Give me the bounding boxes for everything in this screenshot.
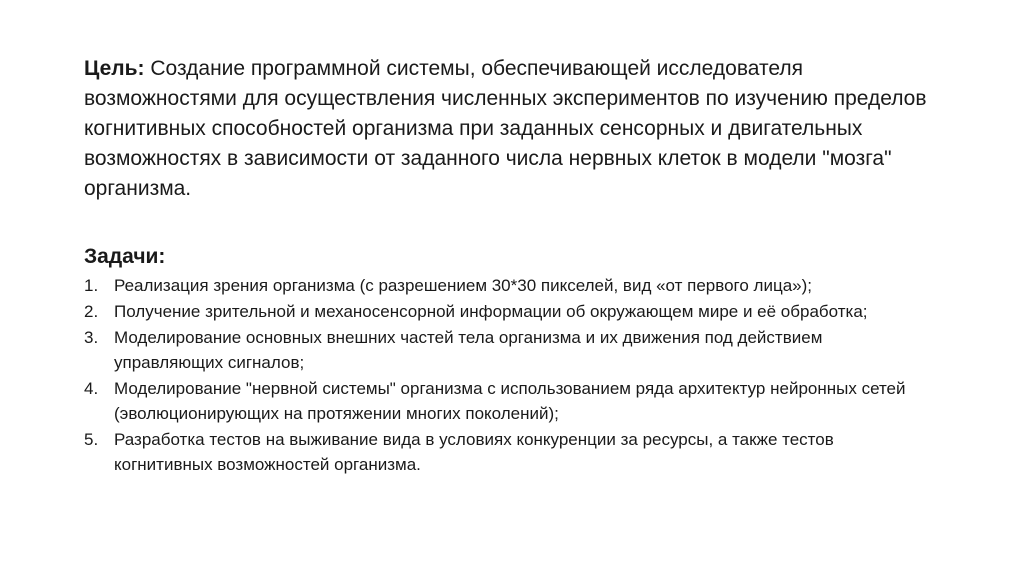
task-text: Моделирование основных внешних частей тела организма и их движения под действием управляющих сигналов;	[114, 328, 823, 372]
task-item	[84, 376, 924, 426]
goal-paragraph	[84, 54, 944, 204]
task-number: 3.	[84, 328, 99, 347]
task-text: Получение зрительной и механосенсорной информации об окружающем мире и её обработка;	[114, 302, 868, 321]
task-number: 4.	[84, 379, 99, 398]
task-number: 1.	[84, 276, 99, 295]
task-number: 5.	[84, 430, 99, 449]
task-text: Реализация зрения организма (с разрешением 30*30 пикселей, вид «от первого лица»);	[114, 276, 812, 295]
task-text: Разработка тестов на выживание вида в условиях конкуренции за ресурсы, а также тестов когнитивных возможностей организма.	[114, 430, 834, 474]
task-item	[84, 427, 924, 477]
goal-label: Цель:	[84, 57, 145, 80]
tasks-heading: Задачи:	[84, 245, 166, 268]
tasks-list	[84, 273, 924, 478]
task-item	[84, 325, 924, 375]
task-text: Моделирование "нервной системы" организма с использованием ряда архитектур нейронных сетей (эволюционирующих на протяжении многих поколений);	[114, 379, 906, 423]
task-item	[84, 273, 924, 298]
task-number: 2.	[84, 302, 99, 321]
task-item	[84, 299, 924, 324]
goal-text: Создание программной системы, обеспечивающей исследователя возможностями для осуществления численных экспериментов по изучению пределов когнитивных способностей организма при заданных сенсорных и двигательных возможностях в зависимости от заданного числа нервных клеток в модели "мозга" организма.	[84, 57, 927, 200]
